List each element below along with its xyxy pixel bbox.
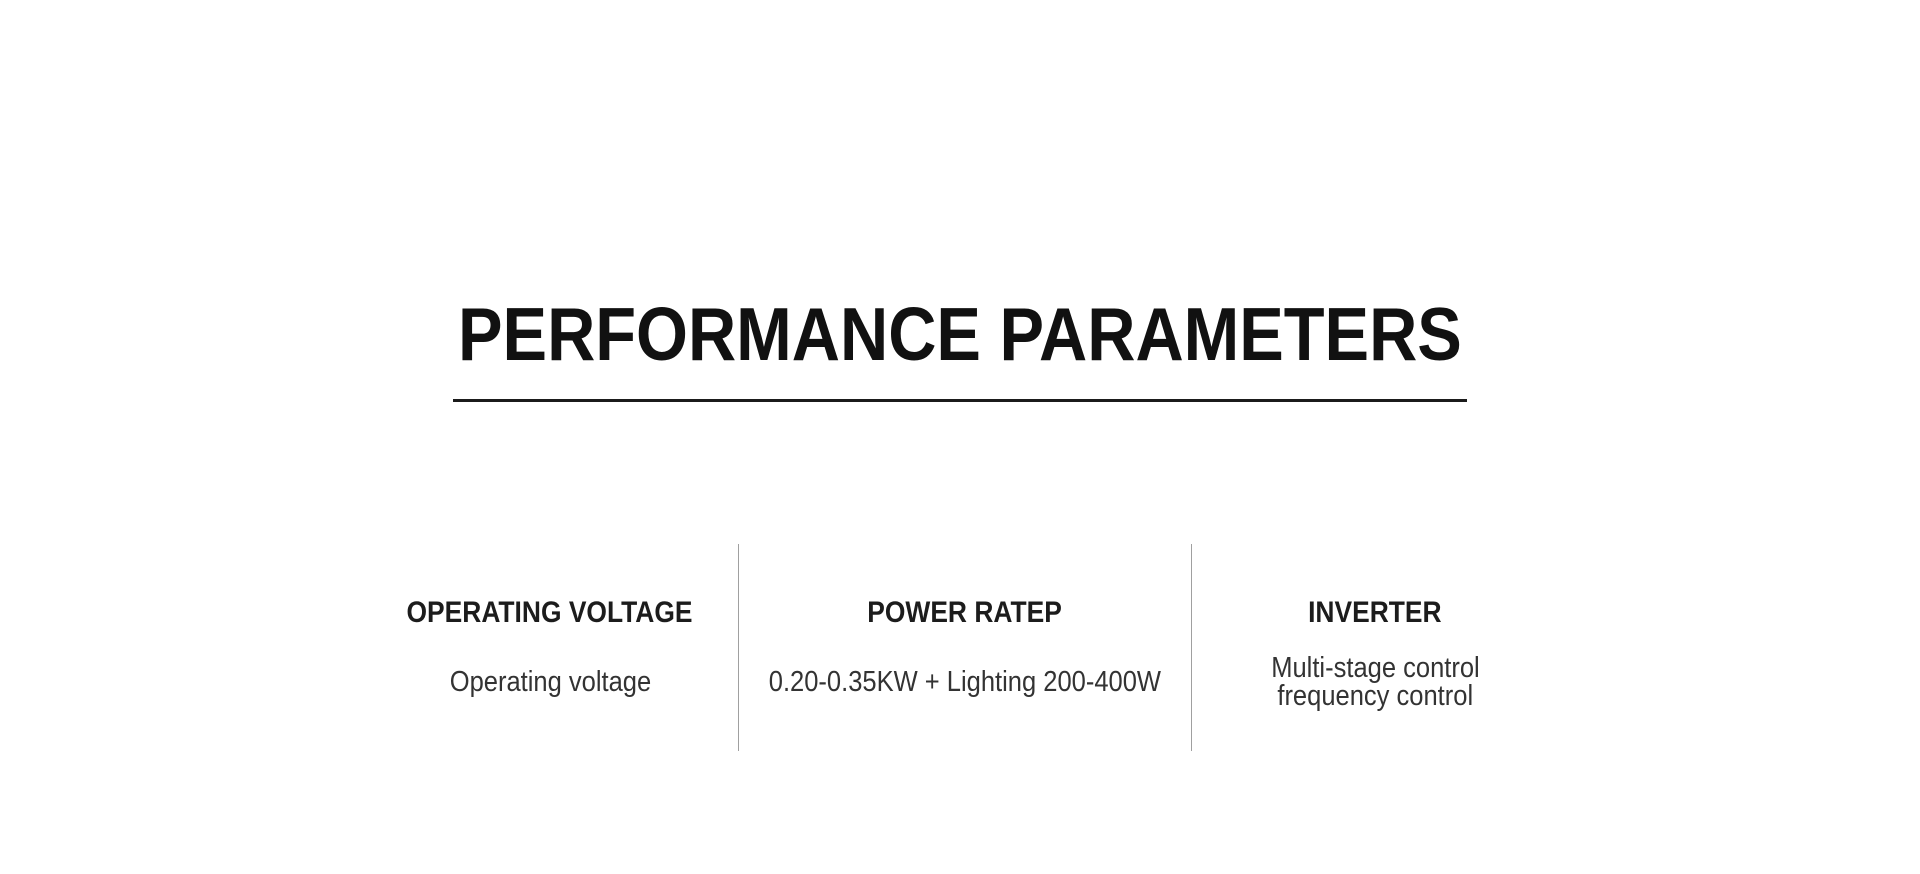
section-title-wrap <box>0 292 1920 376</box>
spec-column-inverter <box>1192 544 1558 751</box>
spec-body-power-rate <box>739 640 1191 724</box>
spec-heading-operating-voltage <box>362 598 738 628</box>
spec-body-line: frequency control <box>1277 680 1473 712</box>
spec-body-line: Operating voltage <box>449 666 651 698</box>
spec-column-power-rate <box>739 544 1191 751</box>
spec-body-line: 0.20-0.35KW + Lighting 200-400W <box>768 666 1162 698</box>
spec-body-line: Multi-stage control <box>1270 652 1480 684</box>
spec-body-operating-voltage <box>362 640 738 724</box>
spec-heading-text: INVERTER <box>1308 596 1442 629</box>
spec-heading-power-rate <box>739 598 1191 628</box>
spec-row <box>362 544 1558 751</box>
section-title: PERFORMANCE PARAMETERS <box>458 292 1462 376</box>
title-underline <box>453 399 1467 402</box>
spec-column-operating-voltage <box>362 544 738 751</box>
spec-heading-text: POWER RATEP <box>867 596 1063 629</box>
spec-heading-inverter <box>1192 598 1558 628</box>
spec-heading-text: OPERATING VOLTAGE <box>406 596 693 629</box>
spec-body-inverter <box>1192 640 1558 724</box>
